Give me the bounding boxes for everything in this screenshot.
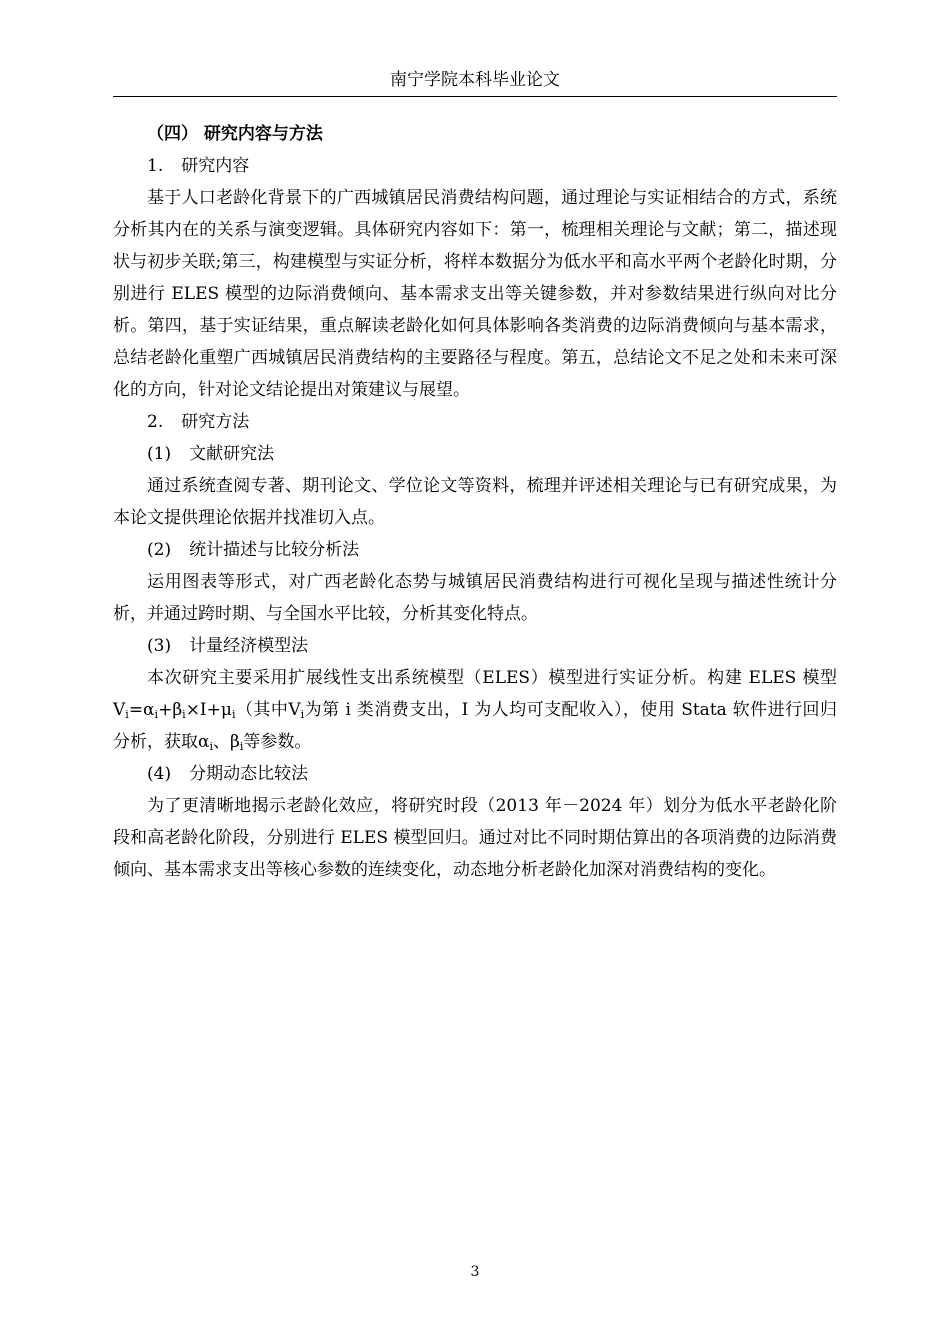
formula-symbol: +β	[158, 700, 183, 720]
text-run: 为第 i 类消费支出，I 为人均可支配收入），使用 Stata 软件进行回归分析，获取	[113, 700, 838, 752]
method-title: 统计描述与比较分析法	[189, 540, 360, 560]
eles-formula	[113, 700, 235, 720]
method-number: (4)	[147, 764, 172, 784]
formula-symbol: V	[113, 700, 126, 720]
formula-subscript: i	[231, 708, 236, 721]
method-number: (1)	[147, 444, 172, 464]
paragraph-periodic-method: 为了更清晰地揭示老龄化效应，将研究时段（2013 年－2024 年）划分为低水平老龄化阶段和高老龄化阶段，分别进行 ELES 模型回归。通过对比不同时期估算出的各项消费的边际消费倾向、基本需求支出等核心参数的连续变化，动态地分析老龄化加深对消费结构的变化。	[113, 796, 837, 880]
subheading-research-methods	[113, 406, 837, 438]
formula-symbol: ×I+μ	[185, 700, 232, 720]
method-title: 文献研究法	[189, 444, 275, 464]
formula-symbol: =α	[128, 700, 155, 720]
formula-subscript: i	[125, 708, 129, 721]
text-run: （其中	[235, 700, 289, 720]
subheading-research-content	[113, 150, 837, 182]
method-title: 分期动态比较法	[189, 764, 309, 784]
method-heading-statistics	[113, 534, 837, 566]
subheading-number: 1.	[147, 156, 164, 176]
paragraph-research-content: 基于人口老龄化背景下的广西城镇居民消费结构问题，通过理论与实证相结合的方式，系统分析其内在的关系与演变逻辑。具体研究内容如下：第一，梳理相关理论与文献；第二，描述现状与初步关联;第三，构建模型与实证分析，将样本数据分为低水平和高水平两个老龄化时期，分别进行 ELES 模型的边际消费倾向、基本需求支出等关键参数，并对参数结果进行纵向对比分析。第四，基于实证结果，重点解读老龄化如何具体影响各类消费的边际消费倾向与基本需求，总结老龄化重塑广西城镇居民消费结构的主要路径与程度。第五，总结论文不足之处和未来可深化的方向，针对论文结论提出对策建议与展望。	[113, 188, 837, 400]
method-number: (3)	[147, 636, 172, 656]
section-heading: （四） 研究内容与方法	[147, 124, 323, 144]
subheading-number: 2.	[147, 412, 164, 432]
paragraph-econometric-method	[113, 662, 837, 758]
formula-symbol: β	[230, 732, 240, 752]
method-heading-econometric	[113, 630, 837, 662]
formula-subscript: i	[300, 708, 305, 721]
formula-symbol: V	[288, 700, 301, 720]
text-run: 本次研究主要采用扩展线性支出系统模型（ELES）模型进行实证分析。构建 ELES 模型	[147, 668, 837, 688]
paragraph-statistics-method: 运用图表等形式，对广西老龄化态势与城镇居民消费结构进行可视化呈现与描述性统计分析，并通过跨时期、与全国水平比较，分析其变化特点。	[113, 572, 837, 624]
text-run: 等参数。	[243, 732, 312, 752]
paragraph-literature-method: 通过系统查阅专著、期刊论文、学位论文等资料，梳理并评述相关理论与已有研究成果，为本论文提供理论依据并找准切入点。	[113, 476, 837, 528]
formula-subscript: i	[239, 740, 244, 753]
running-header: 南宁学院本科毕业论文	[390, 70, 560, 90]
method-heading-periodic	[113, 758, 837, 790]
page-body	[113, 118, 837, 886]
method-title: 计量经济模型法	[189, 636, 309, 656]
formula-subscript: i	[182, 708, 186, 721]
formula-subscript: i	[154, 708, 159, 721]
method-number: (2)	[147, 540, 172, 560]
header-divider	[113, 96, 837, 97]
method-heading-literature	[113, 438, 837, 470]
formula-symbol: α	[198, 732, 210, 752]
text-run: 、	[213, 732, 231, 752]
page-number: 3	[470, 1264, 480, 1280]
subheading-title: 研究内容	[181, 156, 250, 176]
formula-subscript: i	[209, 740, 214, 753]
subheading-title: 研究方法	[181, 412, 250, 432]
